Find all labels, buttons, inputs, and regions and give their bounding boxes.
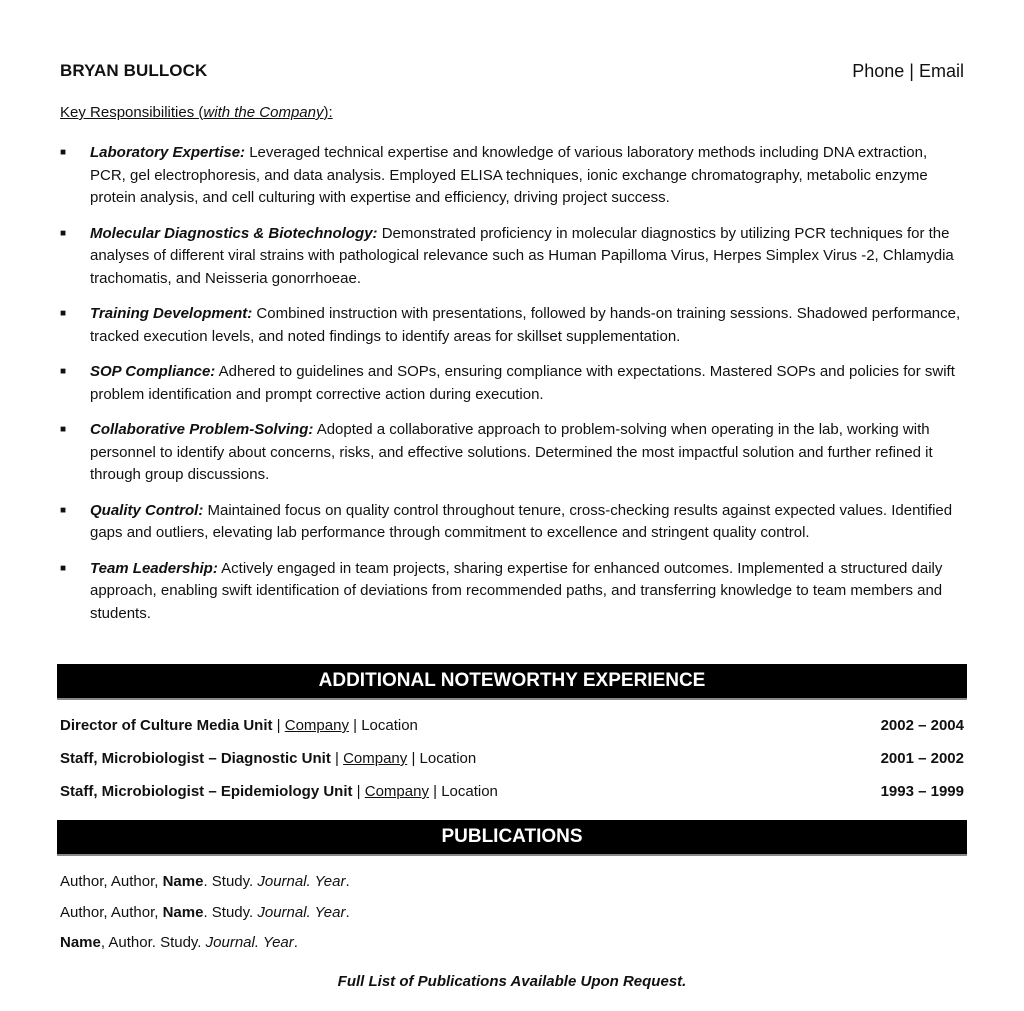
contact-info: Phone | Email bbox=[852, 61, 964, 81]
experience-dates: 1993 – 1999 bbox=[880, 783, 964, 800]
key-resp-suffix: ): bbox=[323, 104, 333, 121]
experience-dates: 2001 – 2002 bbox=[880, 750, 964, 767]
publication-journal: Journal. Year bbox=[205, 934, 294, 951]
publication-entry bbox=[60, 904, 350, 921]
publication-study: . Study. bbox=[203, 904, 258, 921]
experience-section-heading: ADDITIONAL NOTEWORTHY EXPERIENCE bbox=[57, 664, 967, 700]
responsibility-text: Combined instruction with presentations, followed by hands-on training sessions. Shadowed performance, tracked execution levels, and noted findings to identify areas for skillset supplementation. bbox=[90, 305, 961, 345]
key-resp-prefix: Key Responsibilities ( bbox=[60, 104, 204, 121]
publication-journal: Journal. Year bbox=[257, 873, 346, 890]
publication-name: Name bbox=[60, 934, 101, 951]
publications-section-heading: PUBLICATIONS bbox=[57, 820, 967, 856]
responsibility-title: Team Leadership: bbox=[90, 559, 218, 577]
responsibility-item bbox=[60, 500, 964, 545]
publication-study: . Study. bbox=[203, 873, 258, 890]
separator: | bbox=[428, 783, 442, 800]
experience-role: Staff, Microbiologist – Epidemiology Unit bbox=[60, 783, 353, 800]
separator: | bbox=[348, 717, 362, 734]
responsibility-text: Actively engaged in team projects, sharing expertise for enhanced outcomes. Implemented a structured daily approach, enabling swift identification of deviations from recommended paths, and transferring knowledge to team members and students. bbox=[90, 559, 943, 622]
experience-location: Location bbox=[441, 783, 498, 800]
responsibility-item bbox=[60, 142, 964, 210]
experience-row bbox=[60, 783, 964, 805]
responsibility-title: Molecular Diagnostics & Biotechnology: bbox=[90, 224, 378, 242]
key-resp-company: with the Company bbox=[203, 104, 324, 121]
separator: | bbox=[407, 750, 420, 767]
publication-authors: Author, Author, bbox=[60, 904, 163, 921]
responsibility-item bbox=[60, 361, 964, 406]
responsibility-item bbox=[60, 223, 964, 291]
experience-entry bbox=[60, 750, 476, 767]
experience-location: Location bbox=[419, 750, 477, 767]
experience-entry bbox=[60, 783, 498, 800]
experience-company: Company bbox=[364, 783, 429, 800]
publications-footer-note: Full List of Publications Available Upon Request. bbox=[337, 973, 687, 990]
bullet-icon: ■ bbox=[60, 366, 67, 377]
responsibility-text: Adhered to guidelines and SOPs, ensuring compliance with expectations. Mastered SOPs and policies for swift problem identification and prompt corrective action during execution. bbox=[90, 363, 955, 403]
publication-name: Name bbox=[162, 873, 204, 890]
separator: | bbox=[272, 717, 285, 734]
publication-end: . bbox=[345, 904, 350, 921]
resume-page bbox=[60, 0, 964, 1011]
publication-end: . bbox=[345, 873, 350, 890]
responsibility-item bbox=[60, 558, 964, 626]
key-responsibilities-heading bbox=[60, 104, 333, 121]
publication-entry bbox=[60, 934, 298, 951]
publication-study: , Author. Study. bbox=[100, 934, 206, 951]
publication-journal: Journal. Year bbox=[257, 904, 346, 921]
bullet-icon: ■ bbox=[60, 504, 67, 516]
publication-authors: Author, Author, bbox=[60, 873, 163, 890]
candidate-name: BRYAN BULLOCK bbox=[60, 61, 208, 80]
experience-dates: 2002 – 2004 bbox=[880, 717, 964, 734]
experience-entry bbox=[60, 717, 418, 734]
responsibilities-list bbox=[60, 142, 964, 638]
responsibility-item bbox=[60, 419, 964, 487]
experience-row bbox=[60, 717, 964, 739]
responsibility-title: Training Development: bbox=[90, 305, 253, 322]
experience-role: Director of Culture Media Unit bbox=[60, 717, 273, 734]
experience-location: Location bbox=[361, 717, 418, 734]
publication-entry bbox=[60, 873, 350, 890]
responsibility-text: Maintained focus on quality control throughout tenure, cross-checking results against expected values. Identified gaps and outliers, elevating lab performance through commitment to excellence and stringent quality control. bbox=[90, 501, 953, 541]
bullet-icon: ■ bbox=[60, 424, 67, 435]
responsibility-title: Laboratory Expertise: bbox=[90, 144, 246, 161]
responsibility-title: Collaborative Problem-Solving: bbox=[90, 421, 314, 438]
bullet-icon: ■ bbox=[60, 562, 67, 574]
responsibility-text: Demonstrated proficiency in molecular diagnostics by utilizing PCR techniques for the analyses of different viral strains with pathological relevance such as Human Papilloma Virus, Herpes Simplex Virus -2, Chlamydia trachomatis, and Neisseria gonorrhoeae. bbox=[90, 224, 954, 287]
experience-company: Company bbox=[343, 750, 408, 767]
responsibility-text: Leveraged technical expertise and knowledge of various laboratory methods including DNA extraction, PCR, gel electrophoresis, and data analysis. Employed ELISA techniques, ionic exchange chromatography, metabolic enzyme protein analysis, and cell culturing with expertise and efficiency, driving project success. bbox=[90, 144, 928, 206]
responsibility-text: Adopted a collaborative approach to problem-solving when operating in the lab, working with personnel to identify about concerns, risks, and effective solutions. Determined the most impactful solution and further refined it through group discussions. bbox=[90, 421, 933, 483]
separator: | bbox=[352, 783, 365, 800]
responsibility-title: SOP Compliance: bbox=[90, 363, 216, 380]
publication-name: Name bbox=[162, 904, 204, 921]
publication-end: . bbox=[293, 934, 298, 951]
bullet-icon: ■ bbox=[60, 308, 67, 319]
experience-company: Company bbox=[284, 717, 349, 734]
separator: | bbox=[330, 750, 344, 767]
bullet-icon: ■ bbox=[60, 227, 67, 239]
responsibility-title: Quality Control: bbox=[90, 501, 204, 519]
bullet-icon: ■ bbox=[60, 147, 67, 158]
resume-header bbox=[60, 61, 964, 85]
experience-role: Staff, Microbiologist – Diagnostic Unit bbox=[60, 750, 331, 767]
responsibility-item bbox=[60, 303, 964, 348]
experience-row bbox=[60, 750, 964, 772]
